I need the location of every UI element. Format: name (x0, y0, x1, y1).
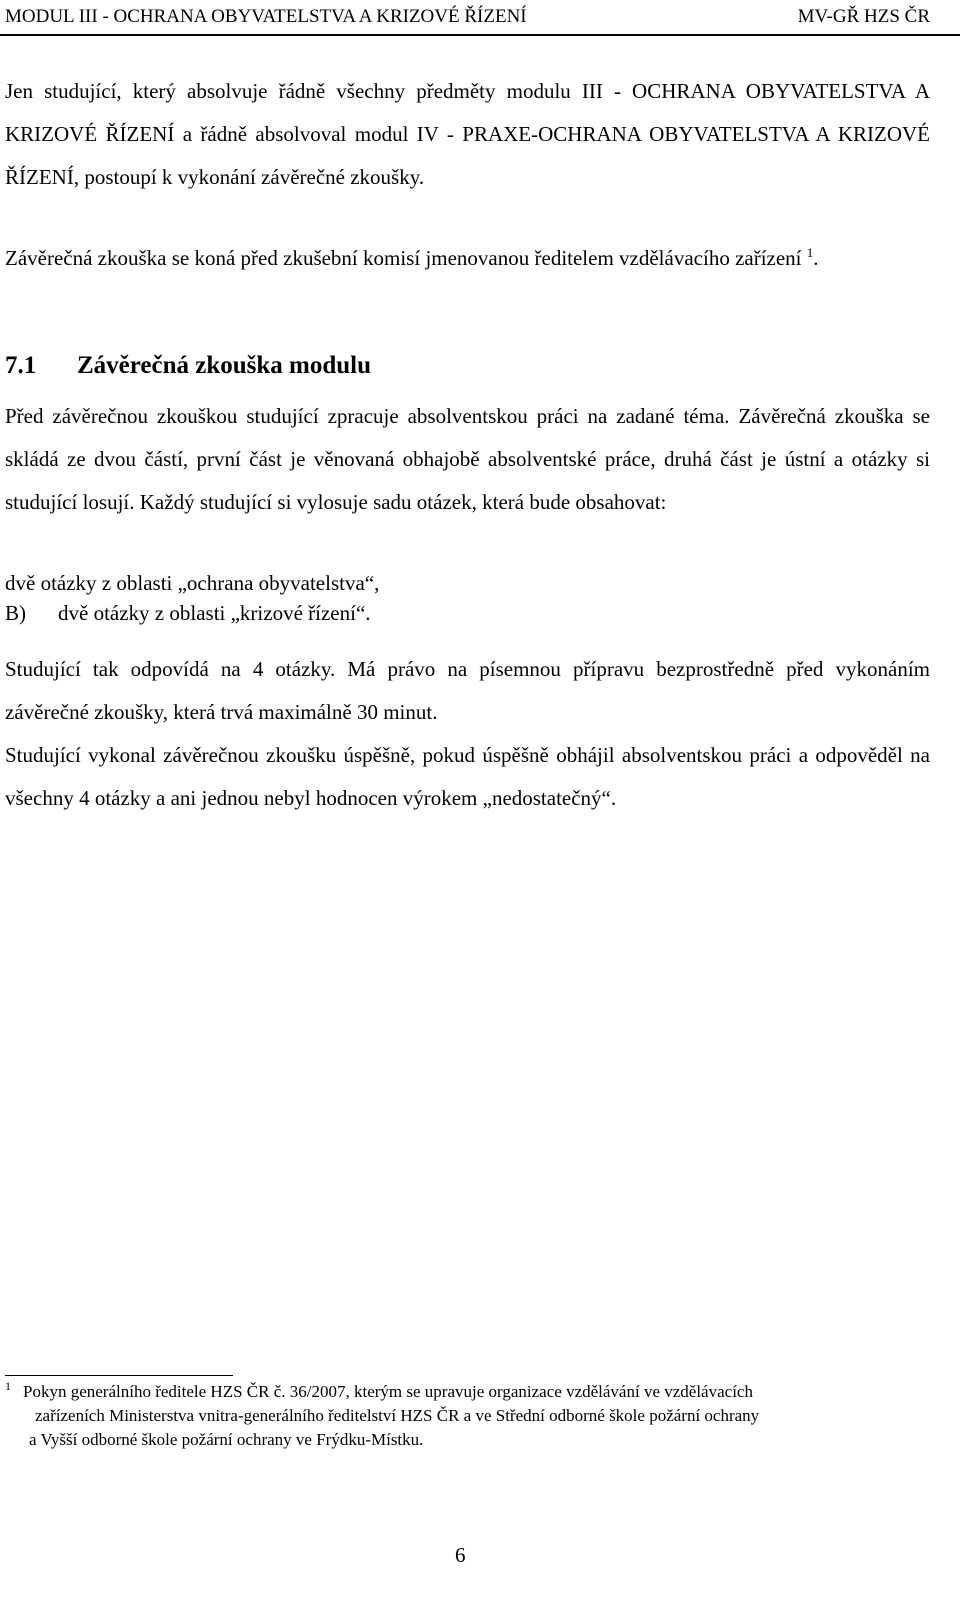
footnote (5, 1380, 925, 1452)
footnote-line-2: zařízeních Ministerstva vnitra-generálního ředitelství HZS ČR a ve Střední odborné škole požární ochrany (35, 1406, 760, 1425)
footnote-text-1: Pokyn generálního ředitele HZS ČR č. 36/2007, kterým se upravuje organizace vzdělávání ve vzdělávacích (23, 1382, 753, 1401)
section-heading (5, 352, 371, 380)
question-item-text: dvě otázky z oblasti „krizové řízení“. (58, 601, 371, 625)
commission-text: Závěrečná zkouška se koná před zkušební komisí jmenovanou ředitelem vzdělávacího zařízení (5, 246, 802, 270)
question-list (5, 568, 379, 628)
footnote-separator (5, 1375, 233, 1376)
commission-paragraph (5, 237, 930, 280)
result-paragraph: Studující vykonal závěrečnou zkoušku úspěšně, pokud úspěšně obhájil absolventskou práci a odpověděl na všechny 4 otázky a ani jednou nebyl hodnocen výrokem „nedostatečný“. (5, 743, 930, 810)
exam-paragraph: Před závěrečnou zkouškou studující zpracuje absolventskou práci na zadané téma. Závěrečná zkouška se skládá ze dvou částí, první část je věnovaná obhajobě absolventské práce, druhá část je ústní a otázky si studující losují. Každý studující si vylosuje sadu otázek, která bude obsahovat: (5, 404, 930, 514)
question-item-text: dvě otázky z oblasti „ochrana obyvatelstva“, (5, 571, 380, 595)
footnote-line-3: a Vyšší odborné škole požární ochrany ve Frýdku-Místku. (29, 1430, 424, 1449)
header-module-title: MODUL III - OCHRANA OBYVATELSTVA A KRIZOVÉ ŘÍZENÍ (5, 6, 527, 27)
question-item-marker: B) (5, 601, 26, 625)
commission-end: . (813, 246, 819, 270)
section-title: Závěrečná zkouška modulu (77, 352, 372, 379)
question-item-b (5, 598, 379, 628)
page-number: 6 (455, 1543, 466, 1567)
page-header (0, 0, 960, 36)
footnote-reference[interactable]: 1 (806, 245, 814, 260)
question-item-a (5, 568, 379, 598)
intro-paragraph: Jen studující, který absolvuje řádně všechny předměty modulu III - OCHRANA OBYVATELSTVA A KRIZOVÉ ŘÍZENÍ a řádně absolvoval modul IV - PRAXE-OCHRANA OBYVATELSTVA A KRIZOVÉ ŘÍZENÍ, postoupí k vykonání závěrečné zkoušky. (5, 79, 930, 189)
section-number: 7.1 (5, 352, 37, 379)
answers-paragraph: Studující tak odpovídá na 4 otázky. Má právo na písemnou přípravu bezprostředně před vykonáním závěrečné zkoušky, která trvá maximálně 30 minut. (5, 657, 930, 724)
footnote-line-1: 1 Pokyn generálního ředitele HZS ČR č. 36/2007, kterým se upravuje organizace vzdělávání ve vzdělávacích (5, 1379, 753, 1401)
header-organization: MV-GŘ HZS ČR (797, 6, 930, 27)
